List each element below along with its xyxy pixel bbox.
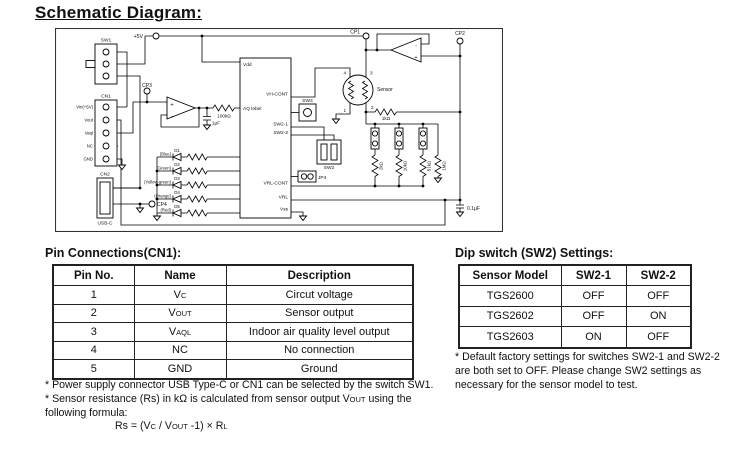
sw2-section-heading: Dip switch (SW2) Settings: xyxy=(455,246,614,260)
cn1-col-pin: Pin No. xyxy=(53,265,134,286)
table-row xyxy=(459,306,691,327)
pin-name-main: V xyxy=(173,288,181,301)
pin-name-main: NC xyxy=(172,344,188,357)
led2-name: D2 xyxy=(174,162,180,167)
sw3-button xyxy=(299,104,316,121)
ic-pin-aq: AQ lebel xyxy=(243,107,262,112)
sensor-pin3: 3 xyxy=(370,70,373,76)
cn1-connector xyxy=(95,100,117,166)
table-row xyxy=(53,341,413,360)
r10k-label: 10kΩ xyxy=(402,160,408,172)
r1k-label: 1kΩ xyxy=(381,116,391,121)
pin-name-main: V xyxy=(168,325,177,338)
usbc-label: USB-C xyxy=(97,221,113,227)
cn1-pin-name xyxy=(134,360,226,379)
sw2-model: TGS2603 xyxy=(459,327,561,348)
sw2-2-setting: ON xyxy=(626,306,691,327)
opamp-left-plus: + xyxy=(170,102,174,109)
led1-name: D1 xyxy=(174,148,180,153)
formula-seg: Rs = (V xyxy=(115,420,151,433)
formula-sub: C xyxy=(150,422,157,432)
led3-color: (Yellow-green) xyxy=(144,179,171,185)
sw2-model: TGS2600 xyxy=(459,286,561,307)
cn1-pin-vaql: Vaql xyxy=(84,130,93,136)
cp1-label: CP1 xyxy=(350,29,360,36)
rl-jumpers xyxy=(371,128,427,149)
sw2-footnote: * Default factory settings for switches SW2-1 and SW2-2 are both set to OFF. Please change SW2 settings as necessary for the sensor model to test. xyxy=(455,351,720,391)
footnote-rs-text: * Sensor resistance (Rs) in kΩ is calculated from sensor output V xyxy=(45,392,350,405)
footnote-rs xyxy=(45,393,455,421)
footnote-rs-text2: using the following formula: xyxy=(45,392,412,419)
cn1-pin-vin: Vin(+5V) xyxy=(76,104,93,110)
ic-pin-vrlcont: VRL-CONT xyxy=(263,181,288,187)
sw3-label: SW3 xyxy=(302,99,313,104)
sensor-pin2: 2 xyxy=(371,105,374,110)
led4-color: (Orange) xyxy=(154,193,171,199)
cp2-label: CP2 xyxy=(455,31,465,37)
cn1-pin-desc: No connection xyxy=(226,341,413,360)
cn1-pin-no: 1 xyxy=(53,286,134,305)
footnote-power: * Power supply connector USB Type-C or CN1 can be selected by the switch SW1. xyxy=(45,379,434,391)
cn1-label: CN1 xyxy=(101,94,111,100)
cn1-pin-name xyxy=(134,286,226,305)
r100k-label: 100kΩ xyxy=(217,113,231,119)
led5-name: D5 xyxy=(174,204,180,209)
sw2-settings-table xyxy=(458,264,692,349)
pin-name-sub: C xyxy=(180,290,187,300)
r1m-label: 1MΩ xyxy=(441,161,447,171)
sw1-label: SW1 xyxy=(100,38,112,44)
rs-formula xyxy=(115,420,455,434)
opamp-left-minus: - xyxy=(171,113,173,120)
cn1-pin-gnd: GND xyxy=(83,156,93,162)
ic-pin-vdd: Vdd xyxy=(243,63,252,68)
sensor-pin1: 1 xyxy=(343,108,346,113)
opamp-right-minus: - xyxy=(415,42,417,49)
led4-name: D4 xyxy=(174,190,180,195)
c1uf-label: 1µF xyxy=(212,120,221,126)
ic-pin-sw21: SW2-1 xyxy=(273,122,288,128)
sensor-pin4: 4 xyxy=(343,70,346,76)
schematic-diagram xyxy=(55,28,503,232)
r51k-label: 51kΩ xyxy=(426,160,432,172)
table-row xyxy=(53,323,413,342)
pin-name-sub: OUT xyxy=(175,309,192,319)
led5-color: (Red) xyxy=(160,207,171,213)
cn1-pin-no: 4 xyxy=(53,341,134,360)
cn1-pin-table xyxy=(52,264,414,380)
formula-sub: OUT xyxy=(171,422,188,432)
table-row xyxy=(53,360,413,379)
cp4-label: CP4 xyxy=(157,202,167,208)
pin-name-main: V xyxy=(168,307,176,320)
table-row xyxy=(53,304,413,323)
c01uf-label: 0.1µF xyxy=(467,206,480,212)
cn1-pin-desc: Indoor air quality level output xyxy=(226,323,413,342)
footnotes xyxy=(45,379,455,434)
cn1-pin-no: 5 xyxy=(53,360,134,379)
sw2-2-setting: OFF xyxy=(626,286,691,307)
cn1-pin-no: 3 xyxy=(53,323,134,342)
ic-pin-vss: Vss xyxy=(280,207,288,213)
cn1-pin-desc: Sensor output xyxy=(226,304,413,323)
table-row xyxy=(459,327,691,348)
cn2-label: CN2 xyxy=(100,172,110,178)
opamp-right-plus: + xyxy=(414,55,418,61)
pin-name-main: GND xyxy=(167,362,193,375)
sw2-col-sw22: SW2-2 xyxy=(626,265,691,286)
led2-color: (Green) xyxy=(156,165,171,171)
usbc-connector xyxy=(97,178,113,218)
sw2-col-model: Sensor Model xyxy=(459,265,561,286)
ic-pin-vrl: VRL xyxy=(278,195,288,201)
page-title: Schematic Diagram: xyxy=(35,3,203,22)
jp4-jumper xyxy=(298,171,316,182)
table-row xyxy=(459,286,691,307)
sw2-1-setting: OFF xyxy=(561,306,626,327)
ic-pin-vhcont: VH-CONT xyxy=(266,92,288,98)
cn1-pin-nc: NC xyxy=(86,143,93,149)
cn1-col-name: Name xyxy=(134,265,226,286)
sw2-model: TGS2602 xyxy=(459,306,561,327)
sw2-label: SW2 xyxy=(323,166,335,171)
cn1-section-heading: Pin Connections(CN1): xyxy=(45,246,182,260)
cp3-label: CP3 xyxy=(142,83,152,89)
jp4-label: JP4 xyxy=(318,176,327,181)
cn1-col-desc: Description xyxy=(226,265,413,286)
main-ic xyxy=(240,58,291,218)
ic-pin-sw22: SW2-2 xyxy=(273,131,288,136)
cn1-pin-desc: Circut voltage xyxy=(226,286,413,305)
cn1-pin-name xyxy=(134,341,226,360)
sw2-1-setting: OFF xyxy=(561,286,626,307)
r2k-label: 2kΩ xyxy=(378,162,384,170)
led3-name: D3 xyxy=(174,176,180,181)
footnote-rs-sub: OUT xyxy=(349,394,366,404)
cn1-pin-name xyxy=(134,304,226,323)
sw2-dip-switch xyxy=(317,140,341,164)
sw2-1-setting: ON xyxy=(561,327,626,348)
cn1-pin-no: 2 xyxy=(53,304,134,323)
sensor-label: Sensor xyxy=(377,87,393,93)
table-row xyxy=(53,286,413,305)
cn1-pin-vout: Vout xyxy=(84,117,93,123)
led1-color: (Blue) xyxy=(159,151,171,157)
cn1-pin-name xyxy=(134,323,226,342)
formula-seg: / V xyxy=(156,420,172,433)
cn1-pin-desc: Ground xyxy=(226,360,413,379)
sw2-2-setting: OFF xyxy=(626,327,691,348)
formula-seg: -1) × R xyxy=(187,420,224,433)
sensor-symbol xyxy=(343,75,373,105)
formula-sub: L xyxy=(223,422,228,432)
power-5v-label: +5V xyxy=(133,34,143,40)
pin-name-sub: AQL xyxy=(176,327,192,337)
sw2-col-sw21: SW2-1 xyxy=(561,265,626,286)
